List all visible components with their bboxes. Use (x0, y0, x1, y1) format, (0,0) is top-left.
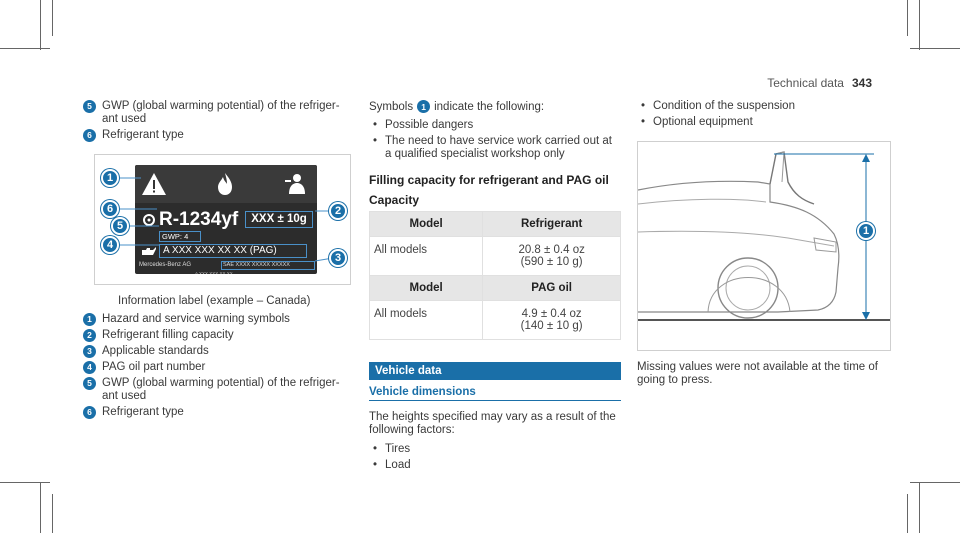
callout-badge: 5 (83, 100, 96, 113)
crop-mark (907, 494, 908, 533)
crop-mark (52, 494, 53, 533)
bullet-item (373, 119, 621, 132)
table-header: Model (370, 212, 483, 237)
page-number: 343 (851, 76, 872, 90)
list-item (83, 361, 351, 374)
list-item (83, 129, 351, 142)
symbols-text: indicate the following: (434, 100, 545, 113)
table-row (370, 237, 621, 276)
sub-heading: Capacity (369, 193, 420, 207)
refrigerant-amount: XXX ± 10g (245, 211, 313, 228)
value-line: 20.8 ± 0.4 oz (518, 244, 585, 256)
list-item (83, 377, 351, 403)
body-text: The heights specified may vary as a result of the following factors: (369, 411, 616, 436)
item-text: Applicable standards (102, 345, 209, 357)
callout-badge: 5 (111, 217, 129, 235)
list-item (83, 100, 351, 126)
callout-badge: 1 (857, 222, 875, 240)
symbols-text: Symbols (369, 100, 414, 113)
gwp-value: GWP: 4 (159, 231, 201, 242)
bullet-item (641, 116, 891, 129)
bullet-item (373, 443, 621, 456)
note-text: Missing values were not available at the time of going to press. (637, 361, 878, 386)
label-code: A XXX XXX XX XX (195, 271, 233, 274)
table-cell (483, 301, 621, 340)
bullet-item (641, 100, 891, 113)
section-bar: Vehicle data (369, 362, 621, 380)
value-line: 4.9 ± 0.4 oz (521, 308, 582, 320)
section-title: Technical data (767, 76, 844, 90)
callout-badge: 4 (83, 361, 96, 374)
item-text: Hazard and service warning symbols (102, 313, 290, 325)
table-row (370, 301, 621, 340)
callout-badge: 2 (83, 329, 96, 342)
bullet-text: Optional equipment (653, 116, 753, 128)
label-figure (94, 154, 351, 285)
callout-badge: 1 (83, 313, 96, 326)
table-header: Model (370, 276, 483, 301)
table-header: Refrigerant (483, 212, 621, 237)
list-item (83, 406, 351, 419)
crop-mark (52, 0, 53, 36)
page-header (767, 76, 872, 90)
table-row (370, 212, 621, 237)
refrigerant-type: R-1234yf (159, 209, 239, 230)
pag-part-number: A XXX XXX XX XX (PAG) (159, 244, 307, 258)
callout-badge: 6 (83, 406, 96, 419)
table-header: PAG oil (483, 276, 621, 301)
callout-badge: 3 (83, 345, 96, 358)
crop-mark (40, 482, 41, 533)
bullet-text: Condition of the suspension (653, 100, 795, 112)
item-text: Refrigerant type (102, 129, 184, 141)
capacity-table-refrigerant (369, 211, 621, 340)
callout-badge: 3 (329, 249, 347, 267)
bullet-text: The need to have service work carried out at a qualified specialist workshop only (385, 135, 612, 160)
callout-badge: 1 (417, 100, 430, 113)
item-text: GWP (global warming potential) of the refriger-ant used (102, 377, 340, 402)
bullet-icon: • (373, 443, 378, 455)
column-left (83, 100, 351, 422)
figure-caption: Information label (example – Canada) (118, 295, 311, 307)
bullet-text: Tires (385, 443, 411, 455)
value-line: (590 ± 10 g) (520, 256, 583, 268)
list-item (83, 345, 351, 358)
sae-standard: SAE XXXX XXXXX XXXXX (221, 261, 315, 270)
symbols-intro (369, 100, 621, 113)
bullet-icon: • (373, 119, 378, 131)
crop-mark (0, 482, 50, 483)
bullet-item (373, 459, 621, 472)
item-text: Refrigerant filling capacity (102, 329, 234, 341)
callout-badge: 6 (101, 200, 119, 218)
callout-badge: 6 (83, 129, 96, 142)
bullet-icon: • (641, 116, 646, 128)
list-item (83, 329, 351, 342)
table-cell: All models (370, 301, 483, 340)
column-right (637, 100, 891, 387)
car-rear-illustration (638, 142, 890, 350)
item-text: GWP (global warming potential) of the refriger-ant used (102, 100, 340, 125)
crop-mark (910, 48, 960, 49)
bullet-icon: • (373, 459, 378, 471)
item-text: PAG oil part number (102, 361, 206, 373)
table-cell (483, 237, 621, 276)
bullet-icon: • (641, 100, 646, 112)
column-middle (369, 100, 621, 475)
bullet-item (373, 135, 621, 161)
maker-name: Mercedes-Benz AG (139, 262, 192, 268)
crop-mark (40, 0, 41, 50)
crop-mark (910, 482, 960, 483)
callout-badge: 4 (101, 236, 119, 254)
table-row (370, 276, 621, 301)
crop-mark (0, 48, 50, 49)
crop-mark (919, 0, 920, 50)
callout-badge: 2 (329, 202, 347, 220)
section-heading: Filling capacity for refrigerant and PAG oil (369, 173, 609, 187)
crop-mark (919, 482, 920, 533)
crop-mark (907, 0, 908, 36)
item-text: Refrigerant type (102, 406, 184, 418)
list-item (83, 313, 351, 326)
subsection-title: Vehicle dimensions (369, 386, 621, 401)
bullet-text: Load (385, 459, 411, 471)
table-cell: All models (370, 237, 483, 276)
callout-badge: 1 (101, 169, 119, 187)
callout-lines (95, 155, 353, 286)
callout-badge: 5 (83, 377, 96, 390)
bullet-text: Possible dangers (385, 119, 474, 131)
bullet-icon: • (373, 135, 378, 147)
value-line: (140 ± 10 g) (520, 320, 583, 332)
vehicle-height-figure (637, 141, 891, 351)
